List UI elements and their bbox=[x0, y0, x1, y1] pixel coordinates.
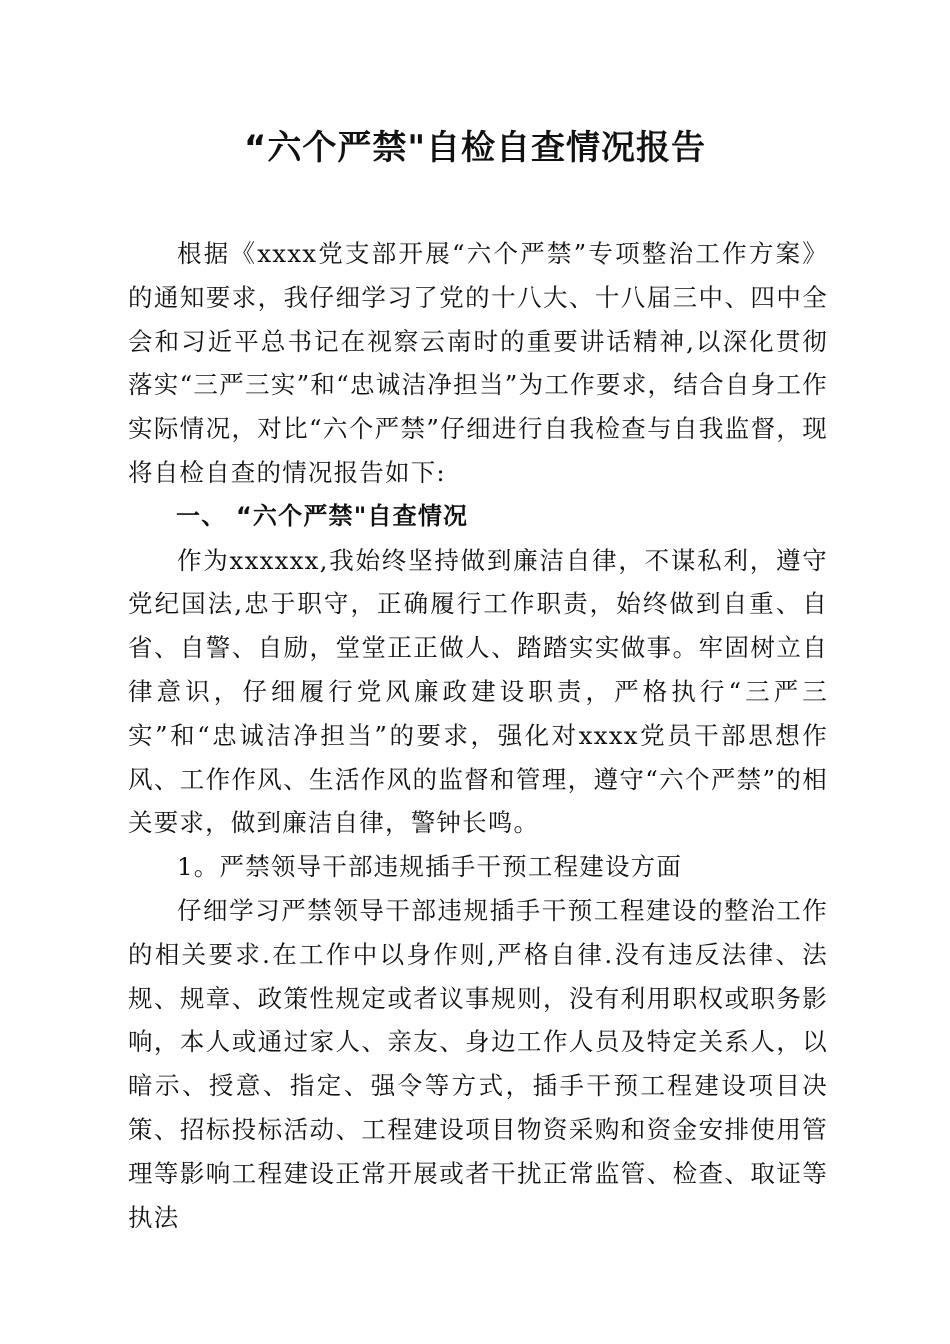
section-paragraph: 作为xxxxxx,我始终坚持做到廉洁自律，不谋私利，遵守党纪国法,忠于职守，正确履行工作职责，始终做到自重、自省、自警、自励，堂堂正正做人、踏踏实实做事。牢固树立自律意识，仔细履行党风廉政建设职责，严格执行“三严三实”和“忠诚洁净担当”的要求，强化对xxxx党员干部思想作风、工作作风、生活作风的监督和管理，遵守“六个严禁”的相关要求，做到廉洁自律，警钟长鸣。 bbox=[128, 545, 828, 838]
section-heading: 一、 “六个严禁"自查情况 bbox=[176, 501, 469, 530]
document-title: “六个严禁"自检自查情况报告 bbox=[243, 128, 707, 168]
item-paragraph: 仔细学习严禁领导干部违规插手干预工程建设的整治工作的相关要求.在工作中以身作则,严格自律.没有违反法律、法规、规章、政策性规定或者议事规则，没有利用职权或职务影响，本人或通过家人、亲友、身边工作人员及特定关系人，以暗示、授意、指定、强令等方式，插手干预工程建设项目决策、招标投标活动、工程建设项目物资采购和资金安排使用管理等影响工程建设正常开展或者干扰正常监管、检查、取证等执法 bbox=[128, 895, 828, 1232]
item-heading: 1。严禁领导干部违规插手干预工程建设方面 bbox=[177, 852, 683, 882]
intro-paragraph: 根据《xxxx党支部开展“六个严禁”专项整治工作方案》的通知要求，我仔细学习了党的十八大、十八届三中、四中全会和习近平总书记在视察云南时的重要讲话精神,以深化贯彻落实“三严三实”和“忠诚洁净担当”为工作要求，结合自身工作实际情况，对比“六个严禁”仔细进行自我检查与自我监督，现将自检自查的情况报告如下: bbox=[128, 239, 828, 487]
document-body bbox=[128, 232, 828, 1239]
